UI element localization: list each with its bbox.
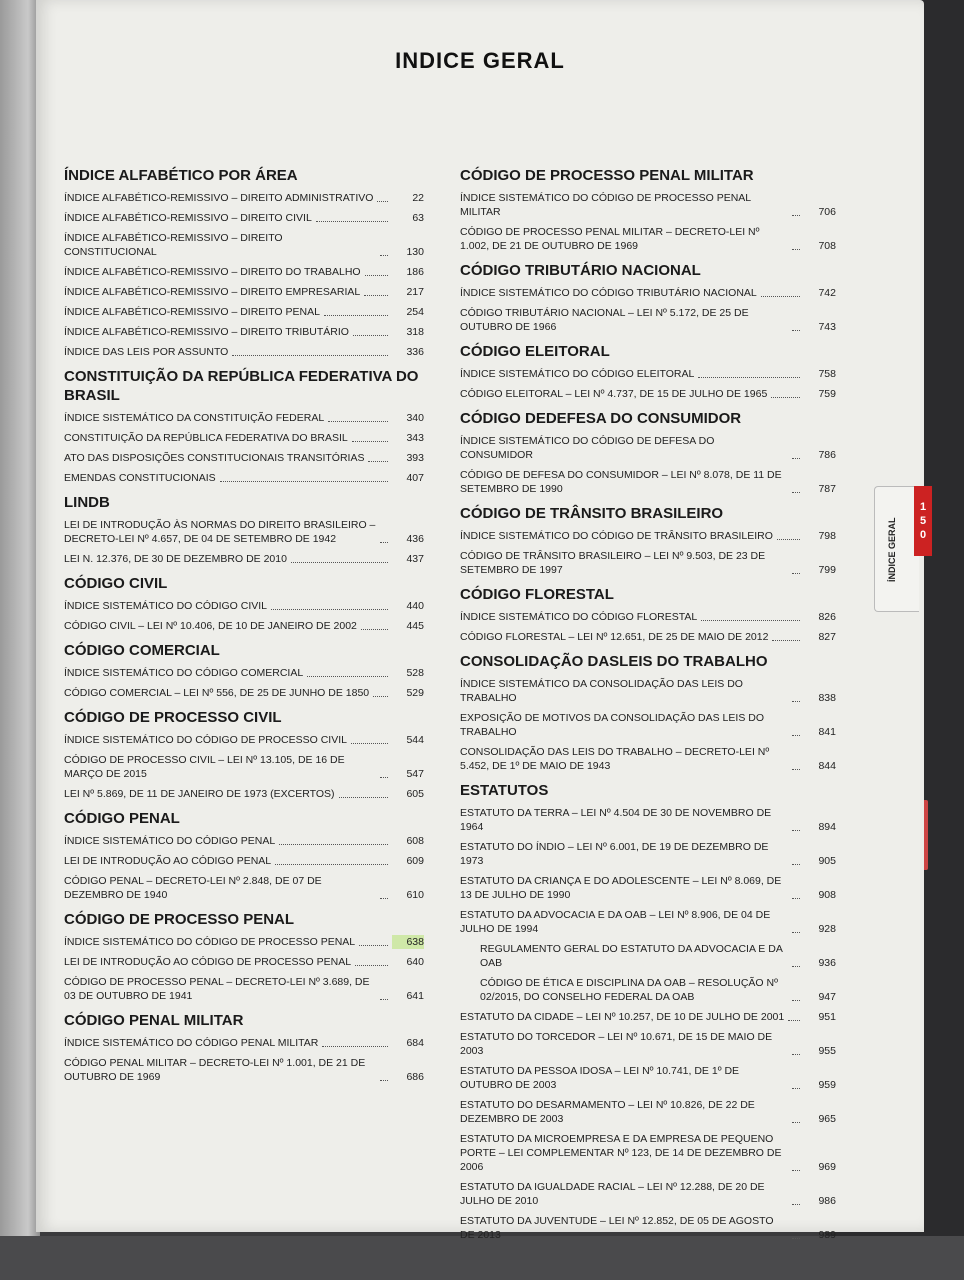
index-section: [64, 166, 424, 359]
leader-dots: [380, 255, 388, 256]
entry-text: ÍNDICE SISTEMÁTICO DO CÓDIGO DE DEFESA DO CONSUMIDOR: [460, 435, 715, 461]
index-section: [64, 641, 424, 700]
entry-page-number: 217: [406, 286, 424, 298]
section-title: CÓDIGO TRIBUTÁRIO NACIONAL: [460, 262, 701, 279]
index-entry: [64, 787, 424, 801]
entry-page-number: 894: [818, 821, 836, 833]
entry-page-number: 638: [392, 935, 424, 949]
index-entry: [460, 529, 836, 543]
index-entry: [64, 231, 424, 259]
section-title: CÓDIGO COMERCIAL: [64, 642, 220, 659]
entry-text: ÍNDICE DAS LEIS POR ASSUNTO: [64, 346, 229, 358]
leader-dots: [373, 696, 388, 697]
leader-dots: [792, 215, 800, 216]
index-entry: [460, 976, 836, 1004]
entry-page-number: 547: [406, 768, 424, 780]
leader-dots: [792, 330, 800, 331]
index-entry: [64, 431, 424, 445]
leader-dots: [792, 1238, 800, 1239]
entry-text: ATO DAS DISPOSIÇÕES CONSTITUCIONAIS TRANSITÓRIAS: [64, 452, 365, 464]
leader-dots: [792, 1170, 800, 1171]
entry-page-number: 759: [818, 388, 836, 400]
index-entry: [64, 451, 424, 465]
index-entry: [460, 286, 836, 300]
entry-text: CÓDIGO COMERCIAL – LEI Nº 556, DE 25 DE JUNHO DE 1850: [64, 687, 370, 699]
right-column: [460, 158, 836, 1248]
index-entry: [460, 434, 836, 462]
index-entry: [64, 834, 424, 848]
entry-text: ESTATUTO DO TORCEDOR – LEI Nº 10.671, DE 15 DE MAIO DE 2003: [460, 1031, 773, 1057]
entry-page-number: 407: [406, 472, 424, 484]
entry-text: CÓDIGO TRIBUTÁRIO NACIONAL – LEI Nº 5.172, DE 25 DE OUTUBRO DE 1966: [460, 307, 749, 333]
leader-dots: [792, 769, 800, 770]
leader-dots: [279, 844, 388, 845]
index-entry: [460, 549, 836, 577]
entry-text: LEI Nº 5.869, DE 11 DE JANEIRO DE 1973 (EXCERTOS): [64, 788, 335, 800]
leader-dots: [788, 1020, 800, 1021]
entry-text: CÓDIGO DE DEFESA DO CONSUMIDOR – LEI Nº 8.078, DE 11 DE SETEMBRO DE 1990: [460, 469, 782, 495]
entry-page-number: 951: [818, 1011, 836, 1023]
entry-text: CONSOLIDAÇÃO DAS LEIS DO TRABALHO – DECRETO-LEI Nº 5.452, DE 1º DE MAIO DE 1943: [460, 746, 770, 772]
index-section: [64, 708, 424, 801]
leader-dots: [701, 620, 800, 621]
entry-text: ÍNDICE ALFABÉTICO-REMISSIVO – DIREITO TRIBUTÁRIO: [64, 326, 349, 338]
entry-text: EMENDAS CONSTITUCIONAIS: [64, 472, 216, 484]
leader-dots: [351, 743, 388, 744]
entry-page-number: 787: [818, 483, 836, 495]
entry-page-number: 63: [412, 212, 424, 224]
entry-text: ÍNDICE SISTEMÁTICO DO CÓDIGO PENAL: [64, 835, 276, 847]
section-title: CÓDIGO DEDEFESA DO CONSUMIDOR: [460, 410, 742, 427]
index-entry: [64, 265, 424, 279]
entry-page-number: 254: [406, 306, 424, 318]
entry-page-number: 799: [818, 564, 836, 576]
entry-text: CÓDIGO DE PROCESSO PENAL – DECRETO-LEI Nº 3.689, DE 03 DE OUTUBRO DE 1941: [64, 976, 370, 1002]
index-entry: [64, 955, 424, 969]
index-entry: [460, 191, 836, 219]
entry-page-number: 936: [818, 957, 836, 969]
leader-dots: [271, 609, 388, 610]
index-entry: [64, 191, 424, 205]
index-entry: [64, 935, 424, 949]
entry-text: ESTATUTO DO DESARMAMENTO – LEI Nº 10.826, DE 22 DE DEZEMBRO DE 2003: [460, 1099, 755, 1125]
index-entry: [64, 686, 424, 700]
leader-dots: [761, 296, 800, 297]
entry-page-number: 130: [406, 246, 424, 258]
entry-page-number: 529: [406, 687, 424, 699]
entry-page-number: 955: [818, 1045, 836, 1057]
index-entry: [460, 367, 836, 381]
index-section: [64, 809, 424, 902]
leader-dots: [353, 335, 388, 336]
leader-dots: [368, 461, 388, 462]
leader-dots: [792, 492, 800, 493]
entry-text: CÓDIGO DE PROCESSO PENAL MILITAR – DECRETO-LEI Nº 1.002, DE 21 DE OUTUBRO DE 1969: [460, 226, 760, 252]
entry-page-number: 641: [406, 990, 424, 1002]
entry-text: ÍNDICE SISTEMÁTICO DO CÓDIGO COMERCIAL: [64, 667, 304, 679]
section-title: CÓDIGO CIVIL: [64, 575, 168, 592]
entry-text: ÍNDICE SISTEMÁTICO DA CONSTITUIÇÃO FEDERAL: [64, 412, 325, 424]
leader-dots: [772, 640, 800, 641]
section-title: CÓDIGO DE PROCESSO PENAL MILITAR: [460, 167, 754, 184]
index-entry: [64, 599, 424, 613]
index-entry: [460, 630, 836, 644]
entry-page-number: 445: [406, 620, 424, 632]
section-title: ESTATUTOS: [460, 782, 549, 799]
section-title: ÍNDICE ALFABÉTICO POR ÁREA: [64, 167, 298, 184]
entry-page-number: 393: [406, 452, 424, 464]
leader-dots: [355, 965, 388, 966]
leader-dots: [792, 932, 800, 933]
entry-page-number: 928: [818, 923, 836, 935]
section-title: CÓDIGO DE PROCESSO PENAL: [64, 911, 295, 928]
leader-dots: [307, 676, 388, 677]
index-entry: [460, 874, 836, 902]
entry-page-number: 340: [406, 412, 424, 424]
entry-page-number: 989: [818, 1229, 836, 1241]
leader-dots: [792, 458, 800, 459]
index-entry: [460, 711, 836, 739]
entry-text: LEI N. 12.376, DE 30 DE DEZEMBRO DE 2010: [64, 553, 287, 565]
index-page: [36, 0, 924, 1241]
book-cover-edge: [0, 0, 40, 1280]
index-entry: [64, 325, 424, 339]
leader-dots: [792, 1088, 800, 1089]
leader-dots: [275, 864, 388, 865]
entry-page-number: 841: [818, 726, 836, 738]
entry-text: ÍNDICE ALFABÉTICO-REMISSIVO – DIREITO EMPRESARIAL: [64, 286, 361, 298]
leader-dots: [324, 315, 388, 316]
entry-text: CÓDIGO DE PROCESSO CIVIL – LEI Nº 13.105, DE 16 DE MARÇO DE 2015: [64, 754, 345, 780]
index-section: [64, 1011, 424, 1084]
entry-text: CÓDIGO DE TRÂNSITO BRASILEIRO – LEI Nº 9.503, DE 23 DE SETEMBRO DE 1997: [460, 550, 766, 576]
index-section: [64, 367, 424, 485]
index-entry: [64, 854, 424, 868]
leader-dots: [777, 539, 800, 540]
index-section: [64, 493, 424, 566]
index-entry: [460, 1132, 836, 1174]
entry-page-number: 908: [818, 889, 836, 901]
leader-dots: [792, 864, 800, 865]
entry-text: CÓDIGO DE ÉTICA E DISCIPLINA DA OAB – RESOLUÇÃO Nº 02/2015, DO CONSELHO FEDERAL DA OAB: [480, 977, 778, 1003]
entry-text: ESTATUTO DA CIDADE – LEI Nº 10.257, DE 10 DE JULHO DE 2001: [460, 1011, 785, 1023]
entry-page-number: 706: [818, 206, 836, 218]
section-title: LINDB: [64, 494, 110, 511]
entry-text: ÍNDICE SISTEMÁTICO DO CÓDIGO PENAL MILITAR: [64, 1037, 319, 1049]
entry-page-number: 437: [406, 553, 424, 565]
left-column: [64, 158, 424, 1090]
entry-text: ÍNDICE SISTEMÁTICO DO CÓDIGO DE TRÂNSITO BRASILEIRO: [460, 530, 773, 542]
index-section: [64, 574, 424, 633]
entry-page-number: 786: [818, 449, 836, 461]
leader-dots: [792, 1204, 800, 1205]
entry-page-number: 608: [406, 835, 424, 847]
index-entry: [64, 619, 424, 633]
entry-text: ÍNDICE ALFABÉTICO-REMISSIVO – DIREITO ADMINISTRATIVO: [64, 192, 374, 204]
index-entry: [460, 1064, 836, 1092]
index-section: [460, 652, 836, 773]
index-entry: [460, 840, 836, 868]
entry-text: ESTATUTO DA JUVENTUDE – LEI Nº 12.852, DE 05 DE AGOSTO DE 2013: [460, 1215, 774, 1241]
index-entry: [64, 471, 424, 485]
entry-text: ESTATUTO DA ADVOCACIA E DA OAB – LEI Nº 8.906, DE 04 DE JULHO DE 1994: [460, 909, 771, 935]
index-entry: [460, 908, 836, 936]
index-entry: [460, 1098, 836, 1126]
section-title: CONSTITUIÇÃO DA REPÚBLICA FEDERATIVA DO BRASIL: [64, 368, 419, 404]
leader-dots: [792, 830, 800, 831]
index-entry: [64, 1036, 424, 1050]
index-entry: [64, 666, 424, 680]
index-entry: [460, 1180, 836, 1208]
entry-page-number: 743: [818, 321, 836, 333]
index-entry: [64, 552, 424, 566]
entry-text: LEI DE INTRODUÇÃO ÀS NORMAS DO DIREITO BRASILEIRO – DECRETO-LEI Nº 4.657, DE 04 DE SETEMBRO DE 1942: [64, 519, 376, 545]
index-entry: [460, 942, 836, 970]
entry-text: ESTATUTO DA TERRA – LEI Nº 4.504 DE 30 DE NOVEMBRO DE 1964: [460, 807, 772, 833]
entry-page-number: 528: [406, 667, 424, 679]
index-section: [460, 781, 836, 1242]
entry-text: CONSTITUIÇÃO DA REPÚBLICA FEDERATIVA DO BRASIL: [64, 432, 348, 444]
leader-dots: [380, 1080, 388, 1081]
entry-text: ÍNDICE ALFABÉTICO-REMISSIVO – DIREITO PENAL: [64, 306, 320, 318]
entry-text: CÓDIGO PENAL MILITAR – DECRETO-LEI Nº 1.001, DE 21 DE OUTUBRO DE 1969: [64, 1057, 366, 1083]
index-entry: [64, 518, 424, 546]
entry-text: LEI DE INTRODUÇÃO AO CÓDIGO PENAL: [64, 855, 272, 867]
leader-dots: [365, 275, 388, 276]
leader-dots: [792, 701, 800, 702]
entry-text: ÍNDICE SISTEMÁTICO DA CONSOLIDAÇÃO DAS LEIS DO TRABALHO: [460, 678, 743, 704]
index-entry: [64, 975, 424, 1003]
index-entry: [64, 211, 424, 225]
entry-page-number: 684: [406, 1037, 424, 1049]
index-section: [460, 342, 836, 401]
entry-page-number: 605: [406, 788, 424, 800]
index-entry: [64, 285, 424, 299]
entry-page-number: 440: [406, 600, 424, 612]
entry-page-number: 965: [818, 1113, 836, 1125]
index-entry: [460, 677, 836, 705]
entry-text: ÍNDICE ALFABÉTICO-REMISSIVO – DIREITO DO TRABALHO: [64, 266, 361, 278]
entry-text: ÍNDICE SISTEMÁTICO DO CÓDIGO CIVIL: [64, 600, 268, 612]
index-section: [460, 261, 836, 334]
entry-text: ÍNDICE ALFABÉTICO-REMISSIVO – DIREITO CIVIL: [64, 212, 312, 224]
index-entry: [64, 753, 424, 781]
index-section: [460, 585, 836, 644]
leader-dots: [380, 542, 388, 543]
leader-dots: [322, 1046, 388, 1047]
index-entry: [460, 1030, 836, 1058]
section-title: CONSOLIDAÇÃO DASLEIS DO TRABALHO: [460, 653, 768, 670]
leader-dots: [792, 898, 800, 899]
entry-text: ÍNDICE SISTEMÁTICO DO CÓDIGO DE PROCESSO PENAL: [64, 936, 356, 948]
entry-page-number: 686: [406, 1071, 424, 1083]
index-entry: [460, 1214, 836, 1242]
index-entry: [460, 1010, 836, 1024]
index-entry: [460, 468, 836, 496]
entry-page-number: 838: [818, 692, 836, 704]
index-entry: [64, 305, 424, 319]
entry-text: ÍNDICE SISTEMÁTICO DO CÓDIGO TRIBUTÁRIO NACIONAL: [460, 287, 757, 299]
entry-page-number: 610: [406, 889, 424, 901]
leader-dots: [792, 1122, 800, 1123]
entry-text: EXPOSIÇÃO DE MOTIVOS DA CONSOLIDAÇÃO DAS LEIS DO TRABALHO: [460, 712, 764, 738]
page-title: INDICE GERAL: [395, 48, 565, 73]
entry-text: ESTATUTO DA MICROEMPRESA E DA EMPRESA DE PEQUENO PORTE – LEI COMPLEMENTAR Nº 123, DE 14 DE DEZEMBRO DE 2006: [460, 1133, 782, 1173]
index-entry: [64, 411, 424, 425]
index-entry: [64, 733, 424, 747]
leader-dots: [291, 562, 388, 563]
entry-page-number: 640: [406, 956, 424, 968]
section-title: CÓDIGO ELEITORAL: [460, 343, 610, 360]
leader-dots: [380, 898, 388, 899]
leader-dots: [792, 1054, 800, 1055]
entry-text: ESTATUTO DA CRIANÇA E DO ADOLESCENTE – LEI Nº 8.069, DE 13 DE JULHO DE 1990: [460, 875, 782, 901]
entry-page-number: 22: [412, 192, 424, 204]
leader-dots: [364, 295, 388, 296]
entry-page-number: 798: [818, 530, 836, 542]
leader-dots: [232, 355, 388, 356]
index-entry: [460, 387, 836, 401]
leader-dots: [377, 201, 388, 202]
section-title: CÓDIGO DE TRÂNSITO BRASILEIRO: [460, 505, 724, 522]
entry-text: CÓDIGO CIVIL – LEI Nº 10.406, DE 10 DE JANEIRO DE 2002: [64, 620, 357, 632]
leader-dots: [792, 966, 800, 967]
index-section: [64, 910, 424, 1003]
entry-text: ÍNDICE SISTEMÁTICO DO CÓDIGO FLORESTAL: [460, 611, 698, 623]
leader-dots: [220, 481, 388, 482]
entry-page-number: 986: [818, 1195, 836, 1207]
entry-text: ÍNDICE SISTEMÁTICO DO CÓDIGO DE PROCESSO PENAL MILITAR: [460, 192, 751, 218]
leader-dots: [792, 735, 800, 736]
entry-page-number: 758: [818, 368, 836, 380]
index-entry: [64, 345, 424, 359]
index-entry: [460, 306, 836, 334]
section-title: CÓDIGO PENAL MILITAR: [64, 1012, 244, 1029]
entry-text: ESTATUTO DA PESSOA IDOSA – LEI Nº 10.741, DE 1º DE OUTUBRO DE 2003: [460, 1065, 740, 1091]
index-tab-range: 1 5 0: [914, 486, 932, 556]
index-section: [460, 504, 836, 577]
entry-page-number: 544: [406, 734, 424, 746]
index-entry: [460, 745, 836, 773]
leader-dots: [380, 777, 388, 778]
entry-text: CÓDIGO ELEITORAL – LEI Nº 4.737, DE 15 DE JULHO DE 1965: [460, 388, 768, 400]
leader-dots: [359, 945, 388, 946]
section-title: CÓDIGO DE PROCESSO CIVIL: [64, 709, 282, 726]
leader-dots: [361, 629, 388, 630]
index-entry: [64, 1056, 424, 1084]
index-section: [460, 166, 836, 253]
entry-text: CÓDIGO PENAL – DECRETO-LEI Nº 2.848, DE 07 DE DEZEMBRO DE 1940: [64, 875, 322, 901]
entry-text: REGULAMENTO GERAL DO ESTATUTO DA ADVOCACIA E DA OAB: [480, 943, 783, 969]
entry-text: ESTATUTO DO ÍNDIO – LEI Nº 6.001, DE 19 DE DEZEMBRO DE 1973: [460, 841, 769, 867]
leader-dots: [792, 249, 800, 250]
entry-page-number: 827: [818, 631, 836, 643]
entry-page-number: 318: [406, 326, 424, 338]
entry-page-number: 609: [406, 855, 424, 867]
entry-text: ÍNDICE SISTEMÁTICO DO CÓDIGO DE PROCESSO CIVIL: [64, 734, 347, 746]
leader-dots: [352, 441, 388, 442]
entry-page-number: 343: [406, 432, 424, 444]
entry-page-number: 947: [818, 991, 836, 1003]
leader-dots: [792, 1000, 800, 1001]
index-section: [460, 409, 836, 496]
entry-text: ESTATUTO DA IGUALDADE RACIAL – LEI Nº 12.288, DE 20 DE JULHO DE 2010: [460, 1181, 765, 1207]
leader-dots: [380, 999, 388, 1000]
entry-text: LEI DE INTRODUÇÃO AO CÓDIGO DE PROCESSO PENAL: [64, 956, 352, 968]
section-title: CÓDIGO PENAL: [64, 810, 180, 827]
section-title: CÓDIGO FLORESTAL: [460, 586, 614, 603]
entry-page-number: 826: [818, 611, 836, 623]
leader-dots: [339, 797, 388, 798]
entry-page-number: 844: [818, 760, 836, 772]
entry-page-number: 969: [818, 1161, 836, 1173]
index-entry: [460, 806, 836, 834]
leader-dots: [328, 421, 388, 422]
entry-page-number: 708: [818, 240, 836, 252]
entry-page-number: 905: [818, 855, 836, 867]
entry-page-number: 436: [406, 533, 424, 545]
entry-page-number: 336: [406, 346, 424, 358]
index-entry: [460, 225, 836, 253]
leader-dots: [698, 377, 800, 378]
entry-page-number: 186: [406, 266, 424, 278]
entry-page-number: 742: [818, 287, 836, 299]
entry-text: ÍNDICE SISTEMÁTICO DO CÓDIGO ELEITORAL: [460, 368, 695, 380]
index-tab-label: ÍNDICE GERAL: [887, 517, 897, 583]
leader-dots: [792, 573, 800, 574]
entry-text: ÍNDICE ALFABÉTICO-REMISSIVO – DIREITO CONSTITUCIONAL: [64, 232, 283, 258]
leader-dots: [771, 397, 800, 398]
entry-text: CÓDIGO FLORESTAL – LEI Nº 12.651, DE 25 DE MAIO DE 2012: [460, 631, 769, 643]
index-entry: [460, 610, 836, 624]
leader-dots: [316, 221, 388, 222]
index-entry: [64, 874, 424, 902]
entry-page-number: 959: [818, 1079, 836, 1091]
